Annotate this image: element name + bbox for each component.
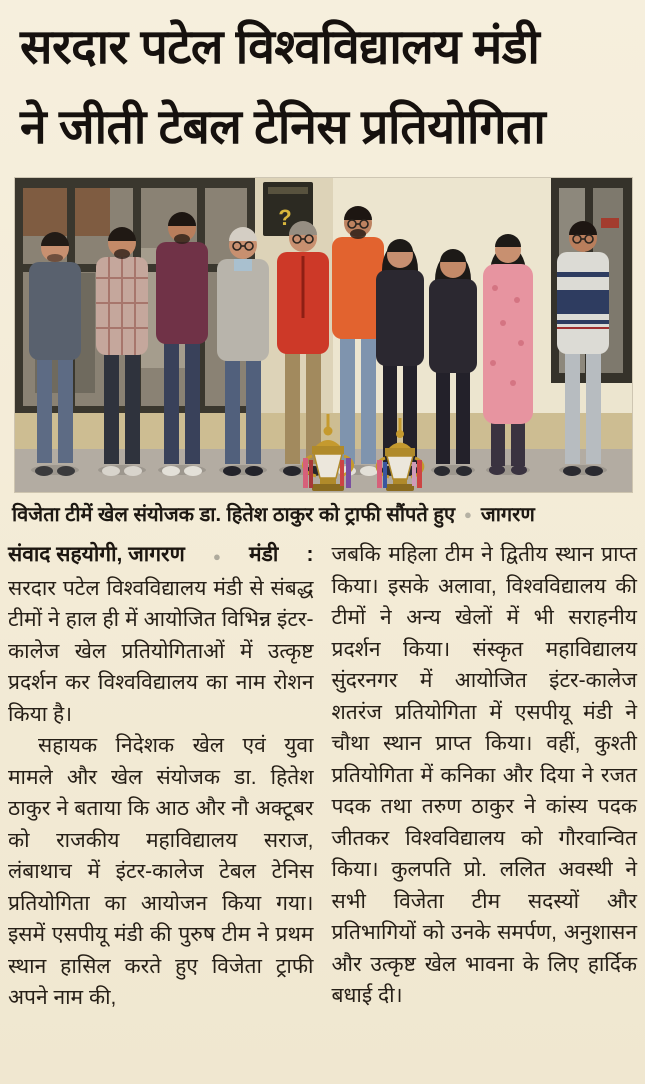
headline-line-2: ने जीती टेबल टेनिस प्रतियोगिता: [20, 101, 546, 154]
photo-caption-text: विजेता टीमें खेल संयोजक डा. हितेश ठाकुर को ट्राफी सौंपते हुए: [12, 504, 456, 526]
article-body: [0, 527, 645, 1014]
poster-question-glyph: ?: [278, 205, 292, 230]
article-dateline: [8, 539, 314, 573]
photo-caption: [12, 500, 631, 527]
photo-caption-credit: जागरण: [480, 504, 535, 526]
article-headline: [0, 0, 645, 172]
bullet-icon: ●: [213, 549, 221, 564]
bullet-icon: ●: [464, 507, 472, 522]
dateline-colon: :: [306, 543, 314, 566]
article-column-left: [8, 539, 314, 1014]
dateline-city: मंडी: [249, 543, 279, 566]
headline-line-1: सरदार पटेल विश्वविद्यालय मंडी: [20, 21, 540, 74]
paragraph-2: सहायक निदेशक खेल एवं युवा मामले और खेल संयोजक डा. हितेश ठाकुर ने बताया कि आठ और नौ अक्टूबर को राजकीय महाविद्यालय सराज, लंबाथाच में इंटर-कालेज टेबल टेनिस प्रतियोगिता का आयोजन किया गया। इसमें एसपीयू मंडी की पुरुष टीम ने प्रथम स्थान हासिल करते हुए विजेता ट्राफी अपने नाम की,: [8, 734, 314, 1009]
paragraph-3: जबकि महिला टीम ने द्वितीय स्थान प्राप्त किया। इसके अलावा, विश्वविद्यालय की टीमों ने अन्य खेलों में भी सराहनीय प्रदर्शन किया। संस्कृत महाविद्यालय सुंदरनगर में आयोजित इंटर-कालेज शतरंज प्रतियोगिता में एसपीयू मंडी ने चौथा स्थान प्राप्त किया। वहीं, कुश्ती प्रतियोगिता में कनिका और दिया ने रजत पदक तथा तरुण ठाकुर ने कांस्य पदक जीतकर विश्वविद्यालय को गौरवान्वित किया। कुलपति प्रो. ललित अवस्थी ने सभी विजेता टीम सदस्यों और प्रतिभागियों को उनके समर्पण, अनुशासन और उत्कृष्ट खेल भावना के लिए हार्दिक बधाई दी।: [331, 543, 637, 1007]
article-photo: [15, 178, 632, 492]
article-column-right: [332, 539, 638, 1014]
article-photo-illustration: [15, 178, 632, 492]
paragraph-1: सरदार पटेल विश्वविद्यालय मंडी से संबद्ध टीमों ने हाल ही में आयोजित विभिन्न इंटर-कालेज खेल प्रतियोगिताओं में उत्कृष्ट प्रदर्शन कर विश्वविद्यालय का नाम रोशन किया है।: [8, 576, 314, 726]
byline: संवाद सहयोगी, जागरण: [8, 543, 185, 566]
